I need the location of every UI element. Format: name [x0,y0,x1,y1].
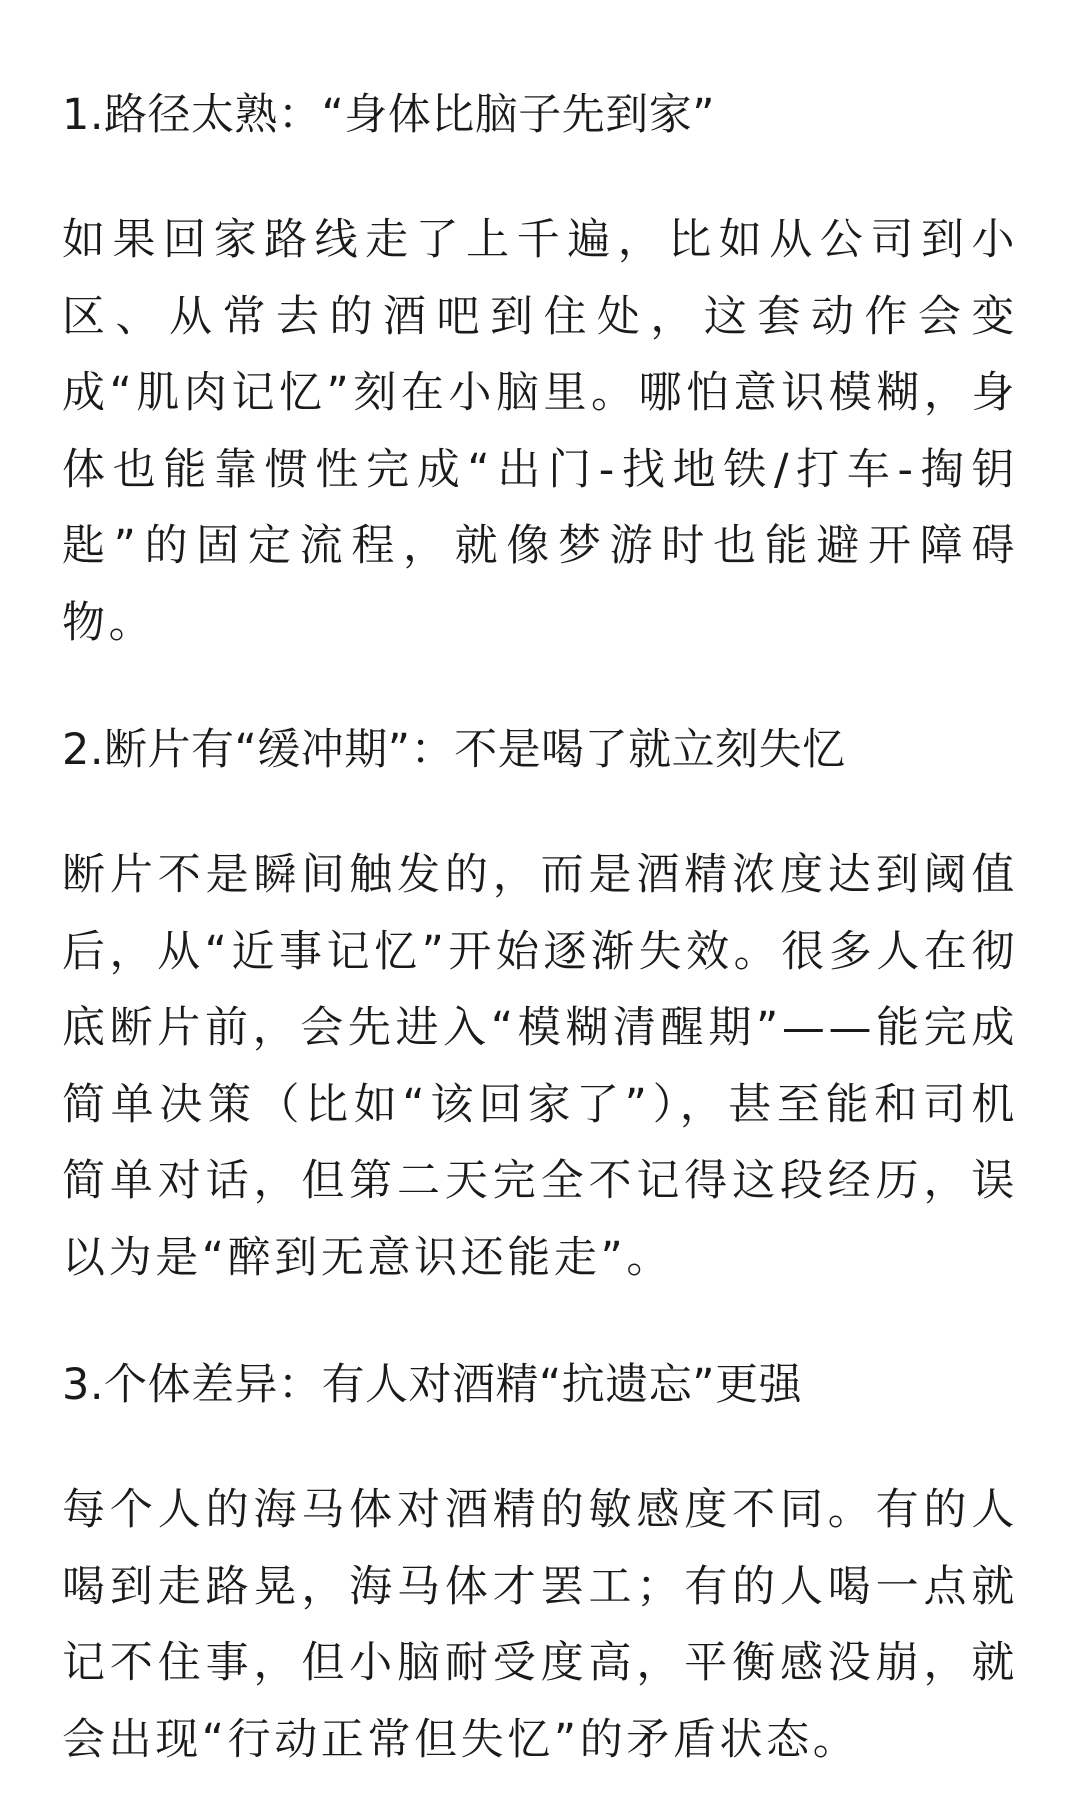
section-2-heading: 2.断片有“缓冲期”：不是喝了就立刻失忆 [62,725,846,775]
section-1-paragraph: 如果回家路线走了上千遍，比如从公司到小区、从常去的酒吧到住处，这套动作会变成“肌肉记忆”刻在小脑里。哪怕意识模糊，身体也能靠惯性完成“出门-找地铁/打车-掏钥匙”的固定流程，就像梦游时也能避开障碍物。 [62,215,1018,648]
section-2-paragraph: 断片不是瞬间触发的，而是酒精浓度达到阈值后，从“近事记忆”开始逐渐失效。很多人在彻底断片前，会先进入“模糊清醒期”——能完成简单决策（比如“该回家了”），甚至能和司机简单对话，但第二天完全不记得这段经历，误以为是“醉到无意识还能走”。 [62,850,1018,1283]
section-1-heading: 1.路径太熟：“身体比脑子先到家” [62,90,716,140]
section-3-paragraph: 每个人的海马体对酒精的敏感度不同。有的人喝到走路晃，海马体才罢工；有的人喝一点就记不住事，但小脑耐受度高，平衡感没崩，就会出现“行动正常但失忆”的矛盾状态。 [62,1485,1018,1765]
section-3-heading: 3.个体差异：有人对酒精“抗遗忘”更强 [62,1360,803,1410]
